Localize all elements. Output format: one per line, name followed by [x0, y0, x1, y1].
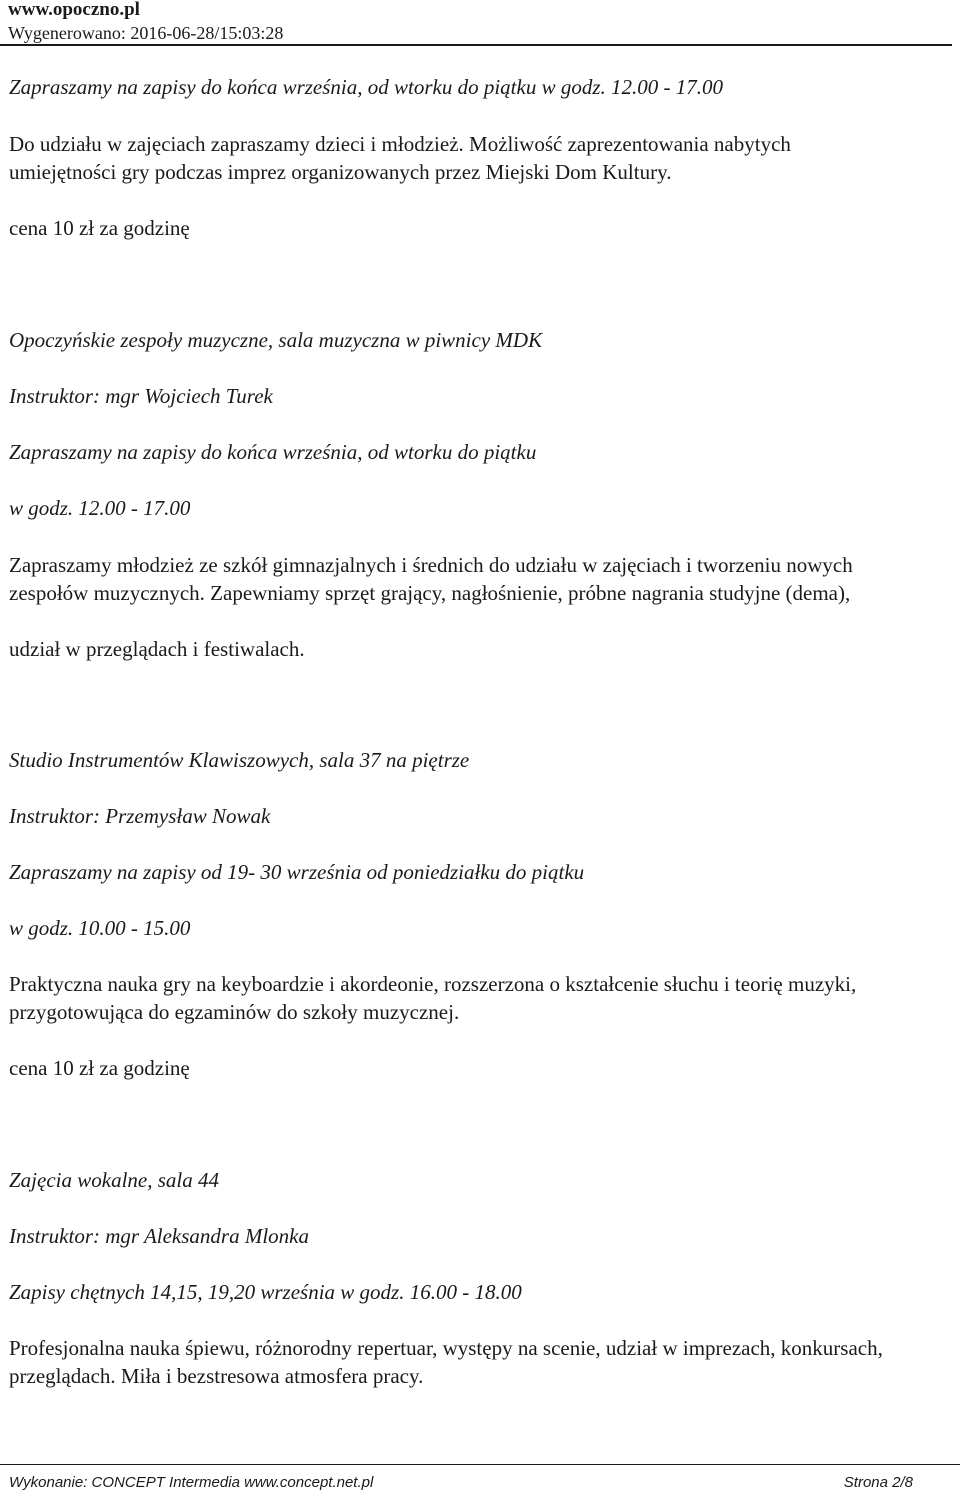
- bands-instructor: Instruktor: mgr Wojciech Turek: [9, 384, 273, 408]
- vocal-instructor: Instruktor: mgr Aleksandra Mlonka: [9, 1224, 309, 1248]
- bands-signup: Zapraszamy na zapisy do końca września, od wtorku do piątku: [9, 440, 537, 464]
- keyboard-instructor: Instruktor: Przemysław Nowak: [9, 804, 271, 828]
- keyboard-desc-line-1: Praktyczna nauka gry na keyboardzie i akordeonie, rozszerzona o kształcenie słuchu i teorię muzyki,: [9, 972, 857, 996]
- keyboard-title: Studio Instrumentów Klawiszowych, sala 37 na piętrze: [9, 748, 470, 772]
- keyboard-hours: w godz. 10.00 - 15.00: [9, 916, 191, 940]
- keyboard-desc-line-2: przygotowująca do egzaminów do szkoły muzycznej.: [9, 1000, 460, 1024]
- bands-desc-line-1: Zapraszamy młodzież ze szkół gimnazjalnych i średnich do udziału w zajęciach i tworzeniu nowych: [9, 553, 853, 577]
- bands-desc-line-3: udział w przeglądach i festiwalach.: [9, 637, 305, 661]
- vocal-signup: Zapisy chętnych 14,15, 19,20 września w godz. 16.00 - 18.00: [9, 1280, 522, 1304]
- keyboard-signup: Zapraszamy na zapisy od 19- 30 września od poniedziałku do piątku: [9, 860, 585, 884]
- vocal-title: Zajęcia wokalne, sala 44: [9, 1168, 219, 1192]
- page-header: [8, 0, 952, 43]
- footer-divider: [0, 1464, 960, 1465]
- bands-hours: w godz. 12.00 - 17.00: [9, 496, 191, 520]
- vocal-desc-line-1: Profesjonalna nauka śpiewu, różnorodny repertuar, występy na scenie, udział w imprezach, konkursach,: [9, 1336, 883, 1360]
- intro-desc-line-2: umiejętności gry podczas imprez organizowanych przez Miejski Dom Kultury.: [9, 160, 672, 184]
- keyboard-price: cena 10 zł za godzinę: [9, 1056, 190, 1080]
- intro-signup: Zapraszamy na zapisy do końca września, od wtorku do piątku w godz. 12.00 - 17.00: [9, 75, 723, 99]
- site-title: www.opoczno.pl: [8, 0, 140, 20]
- footer-credits: Wykonanie: CONCEPT Intermedia www.concept.net.pl: [9, 1474, 374, 1491]
- intro-desc-line-1: Do udziału w zajęciach zapraszamy dzieci i młodzież. Możliwość zaprezentowania nabytych: [9, 132, 791, 156]
- page-number: Strona 2/8: [843, 1474, 913, 1491]
- bands-desc-line-2: zespołów muzycznych. Zapewniamy sprzęt grający, nagłośnienie, próbne nagrania studyjne (dema),: [9, 581, 851, 605]
- header-divider: [0, 44, 952, 46]
- vocal-desc-line-2: przeglądach. Miła i bezstresowa atmosfera pracy.: [9, 1364, 424, 1388]
- bands-title: Opoczyńskie zespoły muzyczne, sala muzyczna w piwnicy MDK: [9, 328, 543, 352]
- generated-timestamp: Wygenerowano: 2016-06-28/15:03:28: [8, 23, 284, 43]
- intro-price: cena 10 zł za godzinę: [9, 216, 190, 240]
